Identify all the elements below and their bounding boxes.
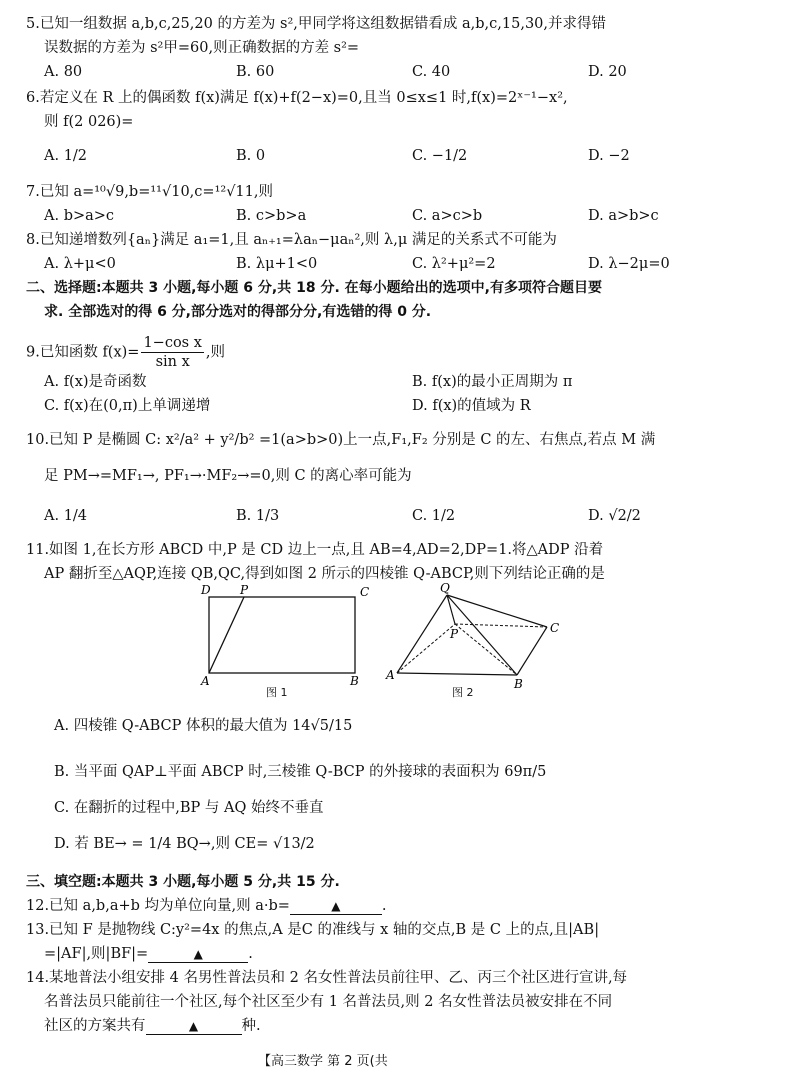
q5-line1: 5.已知一组数据 a,b,c,25,20 的方差为 s²,甲同学将这组数据错看成 a,b,c,15,30,并求得错 [26,16,607,32]
q10-option-a: A. 1/4 [44,508,88,524]
q11-option-b: B. 当平面 QAP⊥平面 ABCP 时,三棱锥 Q-BCP 的外接球的表面积为 69π/5 [54,764,547,780]
q10-line1: 10.已知 P 是椭圆 C: x²/a² + y²/b² =1(a>b>0)上一点,F₁,F₂ 分别是 C 的左、右焦点,若点 M 满 [26,432,656,448]
q10-option-d: D. √2/2 [588,508,641,524]
q11-option-c: C. 在翻折的过程中,BP 与 AQ 始终不垂直 [54,800,324,816]
q6-line1: 6.若定义在 R 上的偶函数 f(x)满足 f(x)+f(2−x)=0,且当 0≤x≤1 时,f(x)=2ˣ⁻¹−x², [26,90,568,106]
triangle-icon: ▲ [188,1019,199,1033]
q12-answer-blank[interactable] [290,898,382,915]
q13-end: . [248,946,253,962]
q5-option-a: A. 80 [44,64,83,80]
section3-heading: 三、填空题:本题共 3 小题,每小题 5 分,共 15 分. [26,874,340,890]
q11-option-d: D. 若 BE→ = 1/4 BQ→,则 CE= √13/2 [54,836,315,852]
fig1-label-b: B [350,674,359,688]
triangle-icon: ▲ [331,899,341,913]
q12-stem [26,896,387,916]
q9-option-d: D. f(x)的值域为 R [412,398,531,414]
edge-qa [397,595,447,673]
page-footer: 【高三数学 第 2 页(共 [258,1054,388,1069]
q9-option-b: B. f(x)的最小正周期为 π [412,374,573,390]
q5-option-d: D. 20 [588,64,627,80]
q7-option-b: B. c>b>a [236,208,307,224]
fig2-label-c: C [550,621,560,635]
figure-1-rectangle [196,582,386,702]
q14-line3 [44,1016,261,1036]
figure-2-pyramid [382,582,572,702]
q14-line2: 名普法员只能前往一个社区,每个社区至少有 1 名普法员,则 2 名女性普法员被安排在不同 [44,994,613,1010]
rectangle-abcd [209,597,355,673]
triangle-icon: ▲ [193,947,203,961]
fig2-label-q: Q [440,582,450,595]
q9-option-c: C. f(x)在(0,π)上单调递增 [44,398,211,414]
q6-option-a: A. 1/2 [44,148,88,164]
q7-option-c: C. a>c>b [412,208,483,224]
q8-option-a: A. λ+μ<0 [44,256,116,272]
fig1-label-c: C [360,585,370,599]
q14-line1: 14.某地普法小组安排 4 名男性普法员和 2 名女性普法员前往甲、乙、丙三个社区进行宣讲,每 [26,970,628,986]
segment-ap [209,597,244,673]
q7-option-d: D. a>b>c [588,208,659,224]
q5-option-c: C. 40 [412,64,451,80]
q9-denominator: sin x [155,354,190,370]
q14-answer-blank[interactable] [146,1018,242,1035]
q9-option-a: A. f(x)是奇函数 [44,374,147,390]
edge-pc-hidden [455,624,547,627]
q13-text: =|AF|,则|BF|= [44,946,149,962]
q11-line2: AP 翻折至△AQP,连接 QB,QC,得到如图 2 所示的四棱锥 Q-ABCP,则下列结论正确的是 [44,566,605,582]
q5-option-b: B. 60 [236,64,275,80]
q13-line2 [44,944,253,964]
q5-line2: 误数据的方差为 s²甲=60,则正确数据的方差 s²= [44,40,360,56]
section2-heading-line1: 二、选择题:本题共 3 小题,每小题 6 分,共 18 分. 在每小题给出的选项中,有多项符合题目要 [26,280,602,296]
edge-ap-hidden [397,624,455,673]
q14-text: 社区的方案共有 [44,1018,146,1034]
q6-option-b: B. 0 [236,148,266,164]
q14-end: 种. [241,1018,261,1034]
edge-ab [397,673,517,675]
q6-line2: 则 f(2 026)= [44,114,134,130]
q8-option-c: C. λ²+μ²=2 [412,256,496,272]
fig1-label-p: P [240,583,249,597]
edge-pb-hidden [455,624,517,675]
q11-line1: 11.如图 1,在长方形 ABCD 中,P 是 CD 边上一点,且 AB=4,AD=2,DP=1.将△ADP 沿着 [26,542,604,558]
q10-option-b: B. 1/3 [236,508,280,524]
edge-bc [517,627,547,675]
fig1-label-a: A [201,674,210,688]
figure-2-caption: 图 2 [452,686,474,699]
q8-option-d: D. λ−2μ=0 [588,256,670,272]
q9-prefix: 9.已知函数 f(x)= [26,344,140,361]
q8-option-b: B. λμ+1<0 [236,256,318,272]
q10-option-c: C. 1/2 [412,508,456,524]
q11-option-a: A. 四棱锥 Q-ABCP 体积的最大值为 14√5/15 [54,718,353,734]
q9-suffix: ,则 [205,344,226,361]
fig2-label-p: P [450,627,459,641]
figure-1-caption: 图 1 [266,686,288,699]
fig1-label-d: D [201,583,211,597]
q12-end: . [381,898,387,914]
q13-answer-blank[interactable] [148,946,248,963]
edge-qc [447,595,547,627]
q12-text: 12.已知 a,b,a+b 均为单位向量,则 a·b= [26,898,290,914]
q6-option-c: C. −1/2 [412,148,468,164]
q7-option-a: A. b>a>c [44,208,115,224]
q8-line1: 8.已知递增数列{aₙ}满足 a₁=1,且 aₙ₊₁=λaₙ−μaₙ²,则 λ,μ 满足的关系式不可能为 [26,232,557,248]
fig2-label-a: A [386,668,395,682]
q9-numerator: 1−cos x [143,335,202,351]
fig2-label-b: B [514,677,523,691]
q9-fraction [141,334,203,371]
q9-stem [26,334,225,371]
q10-line2: 足 PM→=MF₁→, PF₁→·MF₂→=0,则 C 的离心率可能为 [44,468,412,484]
q13-line1: 13.已知 F 是抛物线 C:y²=4x 的焦点,A 是C 的准线与 x 轴的交点,B 是 C 上的点,且|AB| [26,922,600,938]
q7-line1: 7.已知 a=¹⁰√9,b=¹¹√10,c=¹²√11,则 [26,184,273,200]
section2-heading-line2: 求. 全部选对的得 6 分,部分选对的得部分分,有选错的得 0 分. [44,304,432,320]
q6-option-d: D. −2 [588,148,630,164]
